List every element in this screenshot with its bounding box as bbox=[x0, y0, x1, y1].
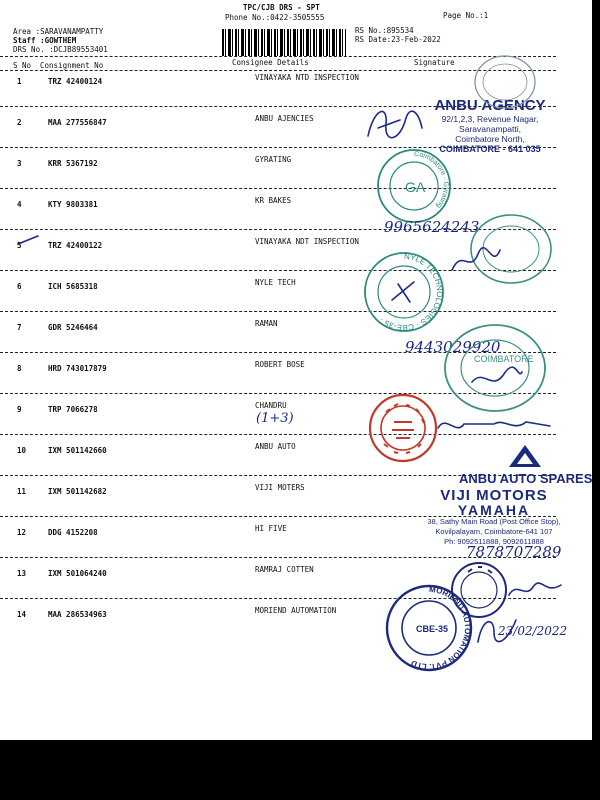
row-consignment: KRR 5367192 bbox=[48, 159, 98, 168]
svg-text:NYLE TECHNOLOGIES · CBE-35 · bbox=[378, 252, 444, 332]
handwritten-phone: 9443029920 bbox=[405, 338, 501, 356]
row-consignee: ANBU AJENCIES bbox=[255, 114, 314, 123]
handwritten-phone: 9965624243 bbox=[384, 218, 480, 236]
col-consignment: Consignment No bbox=[40, 61, 104, 70]
row-consignment: MAA 277556847 bbox=[48, 118, 107, 127]
row-consignee: KR BAKES bbox=[255, 196, 292, 205]
row-consignee: VINAYAKA NTD INSPECTION bbox=[255, 73, 359, 82]
row-consignee: VINAYAKA NDT INSPECTION bbox=[255, 237, 359, 246]
scan-bottom-band bbox=[0, 740, 600, 800]
row-consignee: GYRATING bbox=[255, 155, 292, 164]
moriend-automation-stamp bbox=[383, 584, 475, 672]
stamp-center-text: GA bbox=[405, 179, 426, 195]
col-sno: S No bbox=[13, 61, 32, 70]
rs-date: RS Date:23-Feb-2022 bbox=[355, 35, 441, 44]
stamp-address: 92/1,2,3, Revenue Nagar, bbox=[441, 114, 539, 124]
stamp-address: COIMBATORE - 641 035 bbox=[439, 144, 541, 154]
row-consignment: IXM 501064240 bbox=[48, 569, 107, 578]
tick-mark bbox=[14, 232, 44, 248]
row-sno: 9 bbox=[17, 405, 22, 414]
row-sno: 2 bbox=[17, 118, 22, 127]
nyle-tech-stamp bbox=[362, 250, 446, 334]
col-consignee: Consignee Details bbox=[232, 58, 309, 67]
anbu-spares-logo-icon bbox=[505, 442, 545, 470]
row-consignee: ROBERT BOSE bbox=[255, 360, 305, 369]
stamp-phone: Ph: 9092511888, 9092611888 bbox=[444, 537, 544, 546]
barcode bbox=[222, 29, 346, 56]
row-consignee: RAMAN bbox=[255, 319, 278, 328]
row-consignment: GDR 5246464 bbox=[48, 323, 98, 332]
row-sno: 10 bbox=[17, 446, 27, 455]
row-consignment: IXM 501142682 bbox=[48, 487, 107, 496]
staff-label: Staff :GOWTHEM bbox=[13, 36, 77, 45]
row-sno: 8 bbox=[17, 364, 22, 373]
row-consignment: KTY 9803381 bbox=[48, 200, 98, 209]
signature-scribble bbox=[446, 240, 506, 280]
row-consignment: TRZ 42400122 bbox=[48, 241, 103, 250]
gyrating-stamp bbox=[374, 146, 454, 226]
signature-scribble bbox=[505, 575, 565, 605]
row-consignment: MAA 286534963 bbox=[48, 610, 107, 619]
row-sno: 5 bbox=[17, 241, 22, 250]
row-consignee: CHANDRU bbox=[255, 401, 287, 410]
row-consignee: VIJI MOTERS bbox=[255, 483, 305, 492]
row-consignee: NYLE TECH bbox=[255, 278, 296, 287]
row-consignee: HI FIVE bbox=[255, 524, 287, 533]
row-consignment: HRD 743017879 bbox=[48, 364, 107, 373]
row-consignee: MORIEND AUTOMATION bbox=[255, 606, 337, 615]
stamp-name: ANBU AGENCY bbox=[434, 97, 546, 114]
signature-scribble bbox=[360, 98, 430, 148]
row-consignee: RAMRAJ COTTEN bbox=[255, 565, 314, 574]
stamp-address: Kovilpalayam, Coimbatore-641 107 bbox=[435, 527, 553, 536]
page-number: Page No.:1 bbox=[443, 11, 489, 20]
row-sno: 14 bbox=[17, 610, 27, 619]
stamp-center-text: CBE-35 bbox=[416, 624, 449, 634]
coimbatore-stamp bbox=[442, 322, 548, 414]
stamp-ring-text: NYLE TECHNOLOGIES · CBE-35 · bbox=[377, 251, 445, 333]
stamp-center-text: COIMBATORE bbox=[474, 354, 534, 364]
phone-number: Phone No.:0422-3505555 bbox=[225, 13, 325, 22]
drs-number: DRS No. :DCJB89553401 bbox=[13, 45, 108, 54]
sheet-title: TPC/CJB DRS - SPT bbox=[243, 3, 320, 12]
stamp-address: 38, Sathy Main Road (Post Office Stop), bbox=[427, 517, 561, 526]
row-divider bbox=[0, 311, 556, 312]
row-sno: 11 bbox=[17, 487, 27, 496]
row-divider bbox=[0, 188, 556, 189]
row-consignment: TRP 7066278 bbox=[48, 405, 98, 414]
stamp-brand: YAMAHA bbox=[457, 502, 531, 518]
row-consignee: ANBU AUTO bbox=[255, 442, 296, 451]
area-label: Area :SARAVANAMPATTY bbox=[13, 27, 104, 36]
row-consignment: DDG 4152208 bbox=[48, 528, 98, 537]
handwritten-date: 23/02/2022 bbox=[498, 624, 568, 638]
row-sno: 6 bbox=[17, 282, 22, 291]
row-consignment: ICH 5685318 bbox=[48, 282, 98, 291]
stamp-ring-text: Coimbatore · Gyrating · bbox=[413, 150, 450, 213]
stamp-name: VIJI MOTORS bbox=[440, 487, 548, 504]
red-round-stamp bbox=[366, 392, 440, 464]
row-sno: 1 bbox=[17, 77, 22, 86]
col-signature: Signature bbox=[414, 58, 455, 67]
row-sno: 7 bbox=[17, 323, 22, 332]
row-sno: 12 bbox=[17, 528, 27, 537]
anbu-spares-name: ANBU AUTO SPARES bbox=[459, 471, 593, 486]
row-consignment: IXM 501142660 bbox=[48, 446, 107, 455]
row-sno: 13 bbox=[17, 569, 27, 578]
row-sno: 4 bbox=[17, 200, 22, 209]
signature-scribble bbox=[434, 410, 554, 440]
handwritten-phone: 7878707289 bbox=[466, 543, 562, 561]
row-sno: 3 bbox=[17, 159, 22, 168]
stamp-address: Saravanampatti, bbox=[459, 124, 521, 134]
handwritten-note: (1+3) bbox=[256, 411, 294, 426]
row-consignment: TRZ 42400124 bbox=[48, 77, 103, 86]
scan-edge bbox=[592, 0, 600, 800]
rs-number: RS No.:895534 bbox=[355, 26, 414, 35]
viji-motors-stamp bbox=[396, 487, 592, 547]
faint-round-stamp bbox=[470, 52, 540, 112]
stamp-ring-text: MORIEND AUTOMATION PVT. LTD bbox=[409, 584, 473, 672]
stamp-address: Coimbatore North, bbox=[455, 134, 525, 144]
